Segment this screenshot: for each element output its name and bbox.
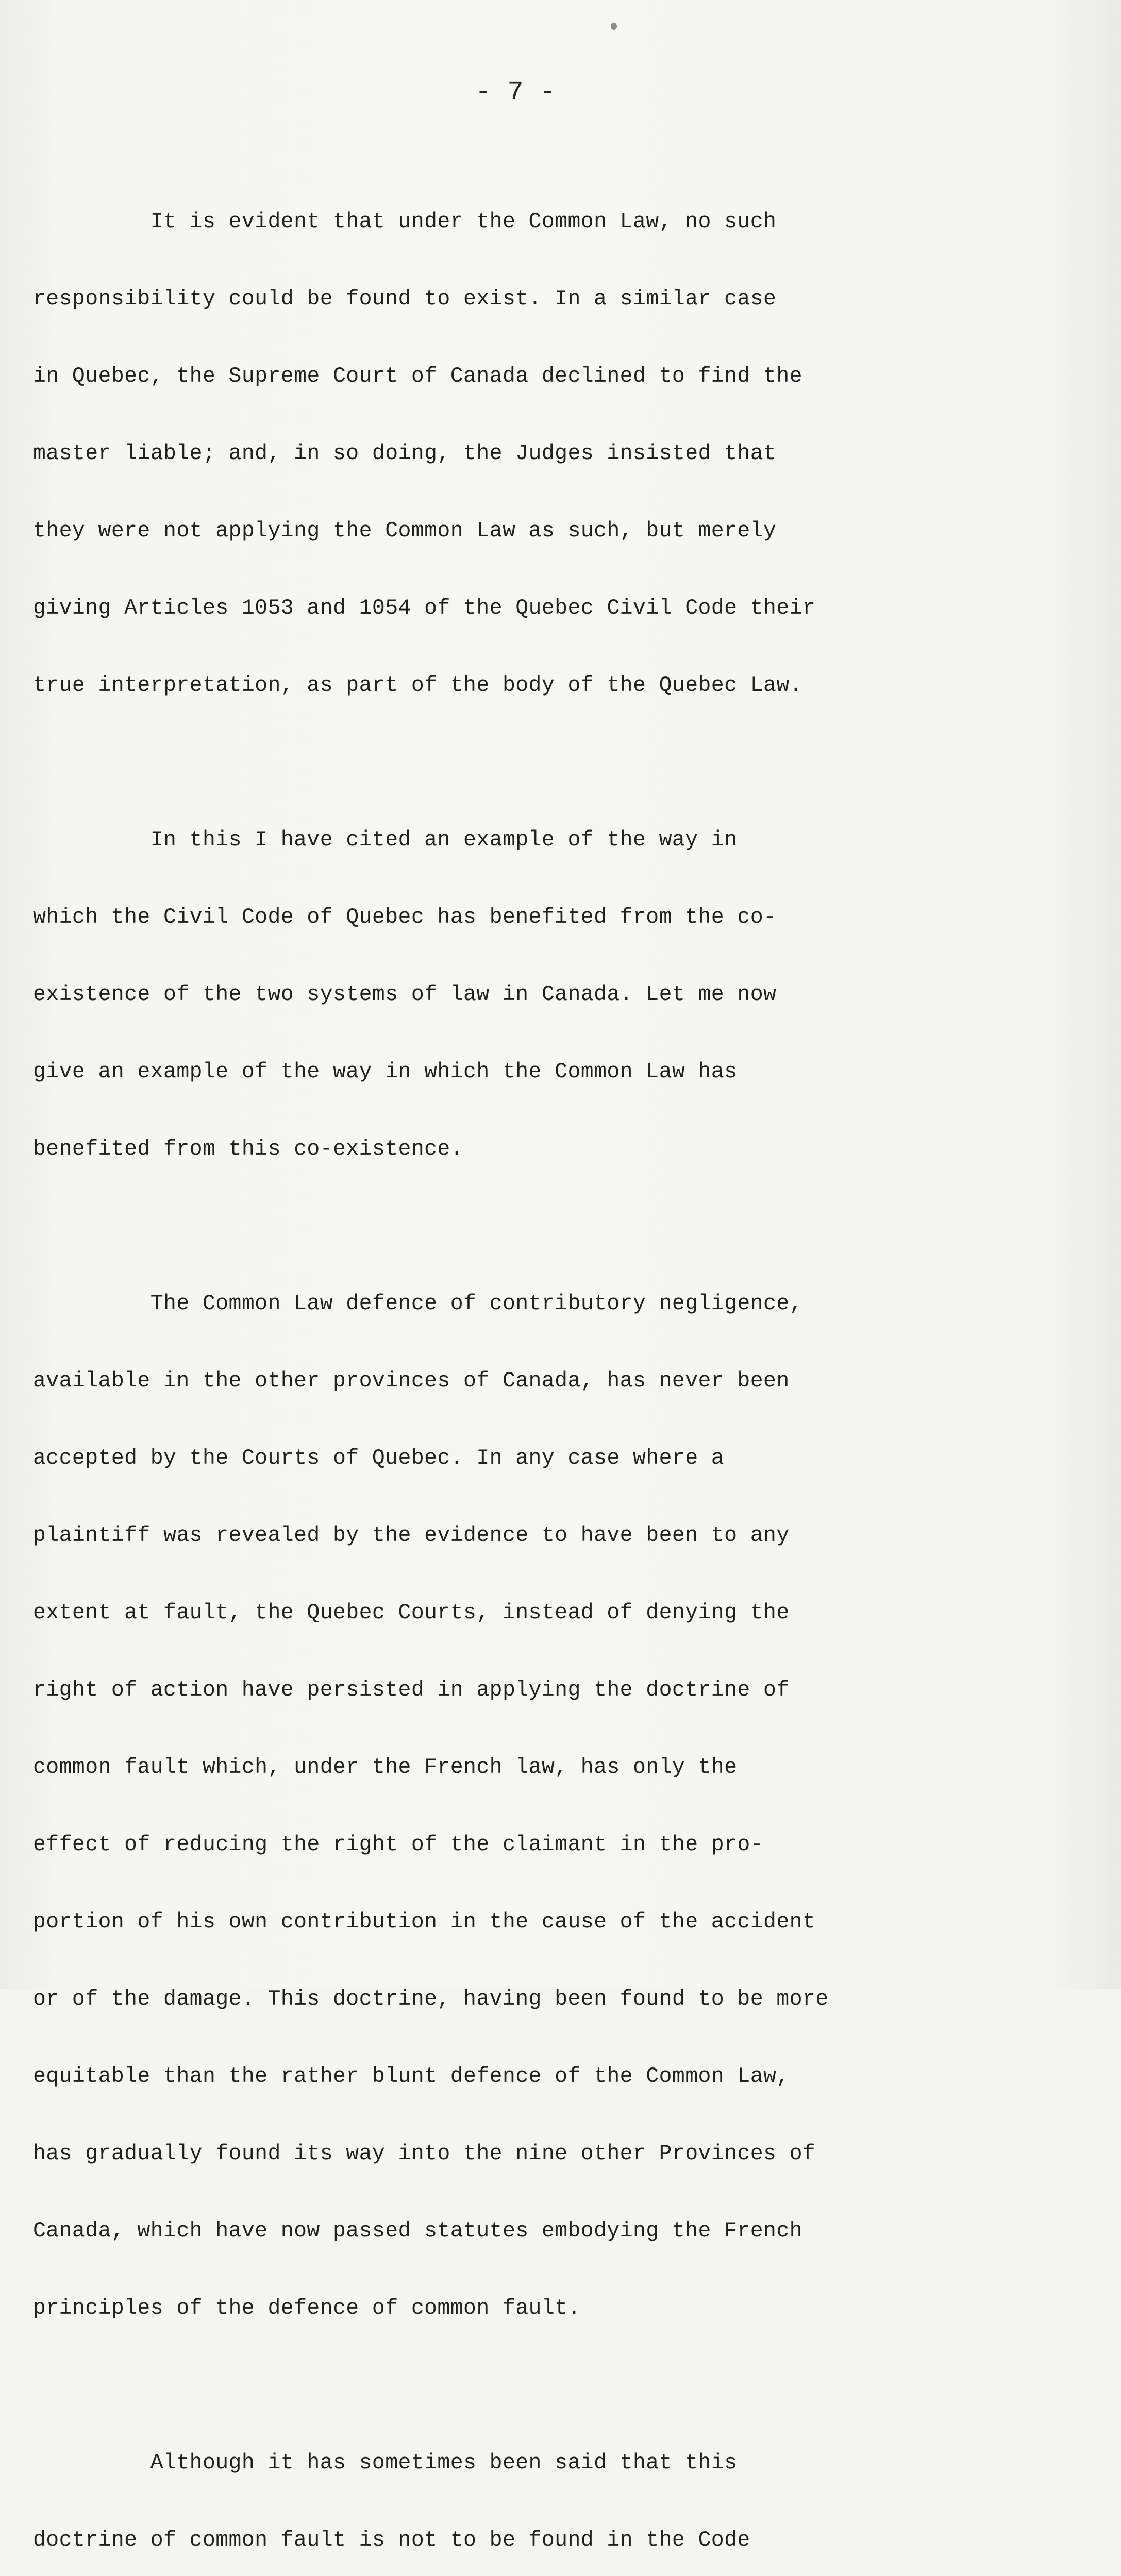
body-text [33, 158, 1105, 2576]
text-line: giving Articles 1053 and 1054 of the Quebec Civil Code their [33, 596, 816, 620]
text-line: or of the damage. This doctrine, having been found to be more [33, 1987, 829, 2011]
text-line: effect of reducing the right of the claimant in the pro- [33, 1833, 764, 1857]
text-line: Although it has sometimes been said that this [33, 2451, 738, 2475]
text-line: equitable than the rather blunt defence of the Common Law, [33, 2064, 790, 2089]
text-line: true interpretation, as part of the body of the Quebec Law. [33, 673, 802, 698]
text-line: In this I have cited an example of the way in [33, 828, 738, 852]
text-line: in Quebec, the Supreme Court of Canada declined to find the [33, 364, 802, 388]
page-number: - 7 - [475, 77, 556, 108]
text-line: accepted by the Courts of Quebec. In any case where a [33, 1446, 725, 1470]
text-line: plaintiff was revealed by the evidence to have been to any [33, 1523, 790, 1548]
text-line: portion of his own contribution in the cause of the accident [33, 1910, 816, 1934]
text-line: give an example of the way in which the Common Law has [33, 1060, 738, 1084]
paragraph-2 [33, 776, 1105, 1214]
text-line: extent at fault, the Quebec Courts, instead of denying the [33, 1601, 790, 1625]
text-line: benefited from this co-existence. [33, 1137, 464, 1161]
text-line: doctrine of common fault is not to be found in the Code [33, 2528, 750, 2552]
text-line: principles of the defence of common fault. [33, 2296, 581, 2320]
text-line: responsibility could be found to exist. In a similar case [33, 287, 777, 311]
text-line: right of action have persisted in applying the doctrine of [33, 1678, 790, 1702]
text-line: Canada, which have now passed statutes embodying the French [33, 2219, 802, 2243]
paragraph-4 [33, 2399, 1105, 2576]
text-line: existence of the two systems of law in Canada. Let me now [33, 982, 777, 1007]
text-line: has gradually found its way into the nine other Provinces of [33, 2142, 816, 2166]
text-line: available in the other provinces of Canada, has never been [33, 1369, 790, 1393]
text-line: master liable; and, in so doing, the Judges insisted that [33, 442, 777, 466]
paragraph-1 [33, 158, 1105, 750]
text-line: common fault which, under the French law, has only the [33, 1755, 738, 1780]
paragraph-3 [33, 1240, 1105, 2373]
text-line: they were not applying the Common Law as such, but merely [33, 519, 777, 543]
paper-speck [611, 23, 617, 30]
text-line: It is evident that under the Common Law, no such [33, 210, 777, 234]
text-line: The Common Law defence of contributory negligence, [33, 1292, 802, 1316]
text-line: which the Civil Code of Quebec has benefited from the co- [33, 905, 777, 929]
